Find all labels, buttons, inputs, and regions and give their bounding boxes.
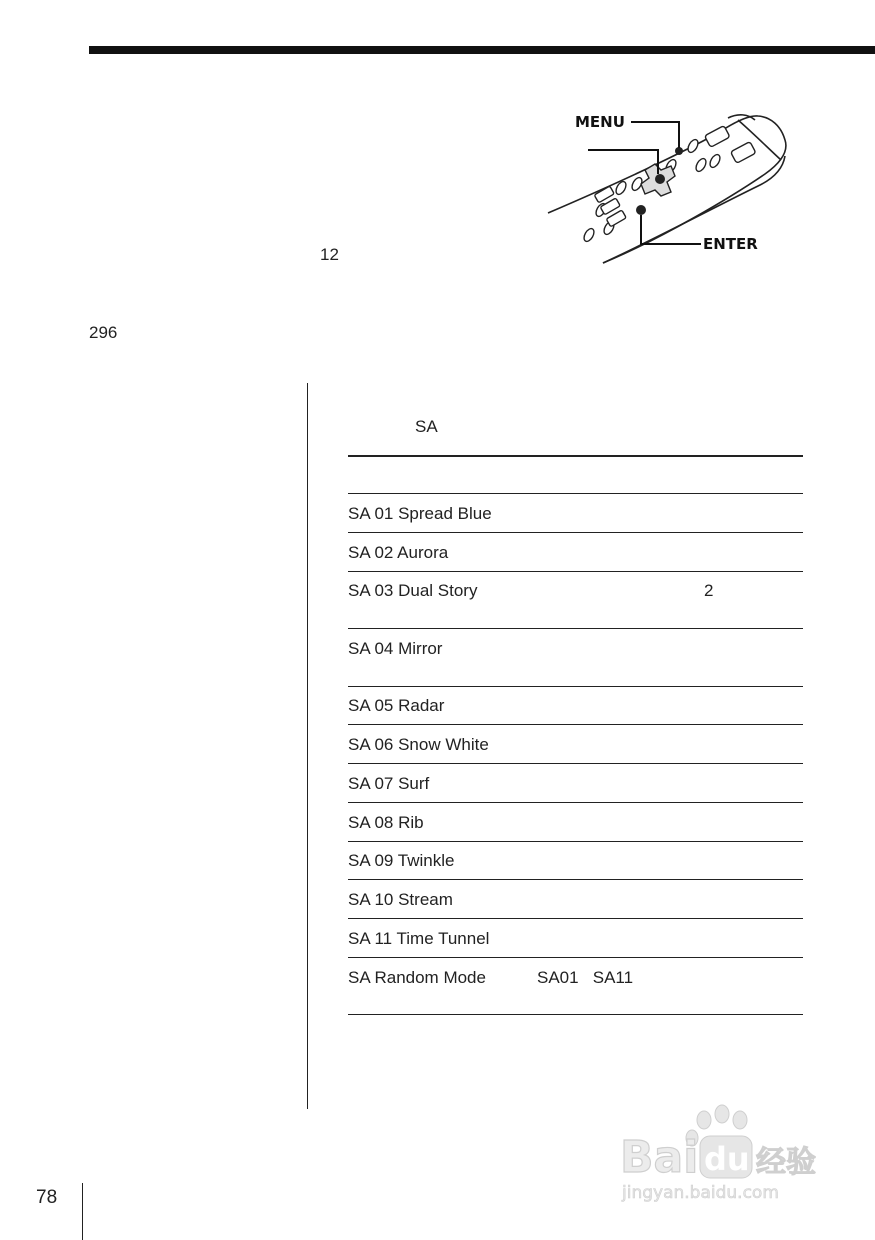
table-rule (348, 841, 803, 842)
svg-text:du: du (704, 1140, 750, 1178)
menu-callout-label: MENU (575, 113, 625, 131)
table-row: SA 04 Mirror (348, 639, 443, 658)
table-header-rule (348, 455, 803, 457)
table-rule (348, 493, 803, 494)
table-row: SA 02 Aurora (348, 543, 449, 562)
table-rule (348, 724, 803, 725)
svg-text:经验: 经验 (756, 1145, 816, 1180)
table-row: SA Random Mode (348, 968, 486, 987)
body-number-296: 296 (89, 323, 118, 342)
table-rule (348, 686, 803, 687)
table-row: SA 06 Snow White (348, 735, 489, 754)
baidu-watermark-logo (600, 1100, 840, 1210)
body-number-12: 12 (320, 245, 339, 264)
remote-control-illustration (543, 108, 813, 268)
header-rule (89, 46, 875, 54)
table-row: SA 10 Stream (348, 890, 453, 909)
table-row: SA 11 Time Tunnel (348, 929, 490, 948)
table-rule (348, 879, 803, 880)
page-number: 78 (36, 1187, 58, 1208)
table-row-extra: SA01 SA11 (537, 968, 634, 987)
table-bottom-rule (348, 1014, 803, 1015)
table-row: SA 03 Dual Story (348, 581, 478, 600)
table-row: SA 07 Surf (348, 774, 430, 793)
table-rule (348, 802, 803, 803)
table-rule (348, 763, 803, 764)
table-rule (348, 918, 803, 919)
enter-callout-label: ENTER (703, 235, 758, 253)
table-row-extra: 2 (704, 581, 714, 600)
table-rule (348, 532, 803, 533)
column-divider (307, 383, 308, 1109)
table-row: SA 01 Spread Blue (348, 504, 492, 523)
table-rule (348, 571, 803, 572)
table-rule (348, 628, 803, 629)
svg-text:Bai: Bai (620, 1132, 699, 1183)
footer-rule (82, 1183, 83, 1240)
table-row: SA 09 Twinkle (348, 851, 455, 870)
table-row: SA 08 Rib (348, 813, 424, 832)
table-row: SA 05 Radar (348, 696, 445, 715)
table-header: SA (415, 417, 438, 436)
table-rule (348, 957, 803, 958)
svg-text:jingyan.baidu.com: jingyan.baidu.com (622, 1183, 779, 1203)
